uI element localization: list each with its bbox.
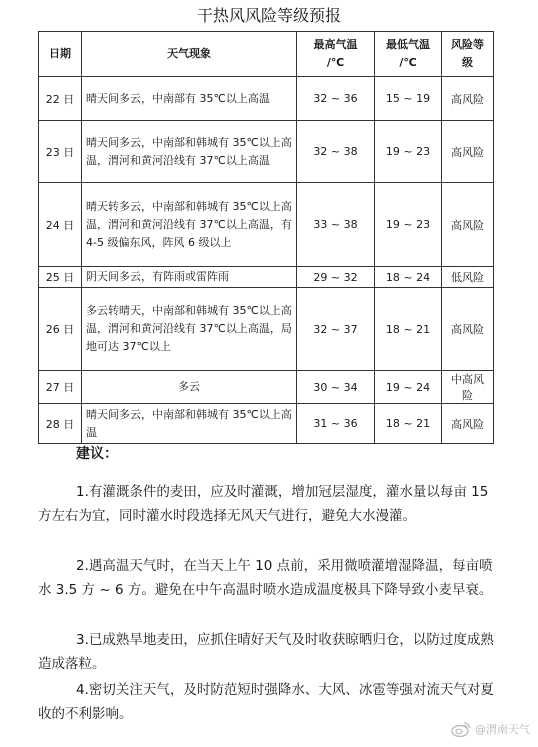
- advice-item-1: 1.有灌溉条件的麦田，应及时灌溉，增加冠层湿度，灌水量以每亩 15 方左右为宜，同时灌水时段选择无风天气进行，避免大水漫灌。: [38, 484, 489, 524]
- cell-weather: 多云: [82, 371, 297, 404]
- header-min-temp-unit: /℃: [399, 56, 417, 69]
- table-row: [39, 121, 494, 183]
- cell-min-temp: 15 ~ 19: [375, 77, 442, 121]
- cell-date: 27 日: [39, 371, 82, 404]
- header-max-temp-label: 最高气温: [313, 38, 358, 51]
- header-min-temp: [375, 32, 442, 77]
- cell-date: 28 日: [39, 404, 82, 444]
- cell-weather: 晴天间多云，中南部有 35℃以上高温: [82, 77, 297, 121]
- cell-risk: 高风险: [442, 183, 494, 267]
- cell-weather: 晴天间多云，中南部和韩城有 35℃以上高温: [82, 404, 297, 444]
- cell-weather: 阴天间多云，有阵雨或雷阵雨: [82, 267, 297, 288]
- cell-max-temp: 32 ~ 36: [297, 77, 375, 121]
- cell-max-temp: 32 ~ 37: [297, 288, 375, 371]
- cell-weather: 晴天间多云，中南部和韩城有 35℃以上高温，渭河和黄河沿线有 37℃以上高温: [82, 121, 297, 183]
- cell-min-temp: 19 ~ 24: [375, 371, 442, 404]
- table-row: [39, 77, 494, 121]
- page-title: 干热风风险等级预报: [196, 6, 341, 25]
- table-row: [39, 288, 494, 371]
- cell-weather: 晴天转多云，中南部和韩城有 35℃以上高温，渭河和黄河沿线有 37℃以上高温，有 4-5 级偏东风，阵风 6 级以上: [82, 183, 297, 267]
- table-row: [39, 267, 494, 288]
- cell-max-temp: 31 ~ 36: [297, 404, 375, 444]
- advice-item-2: 2.遇高温天气时，在当天上午 10 点前，采用微喷灌增湿降温，每亩喷水 3.5 方 ~ 6 方。避免在中午高温时喷水造成温度极具下降导致小麦早衰。: [38, 558, 493, 598]
- cell-min-temp: 19 ~ 23: [375, 183, 442, 267]
- cell-min-temp: 18 ~ 21: [375, 288, 442, 371]
- table-row: [39, 404, 494, 444]
- cell-risk: 高风险: [442, 404, 494, 444]
- cell-max-temp: 32 ~ 38: [297, 121, 375, 183]
- header-min-temp-label: 最低气温: [386, 38, 430, 51]
- watermark: [451, 721, 530, 737]
- cell-risk: 中高风险: [442, 371, 494, 404]
- header-max-temp: [297, 32, 375, 77]
- advice-item-4: 4.密切关注天气，及时防范短时强降水、大风、冰雹等强对流天气对夏收的不利影响。: [38, 682, 494, 722]
- table-row: [39, 371, 494, 404]
- header-weather: 天气现象: [82, 32, 297, 77]
- cell-min-temp: 18 ~ 21: [375, 404, 442, 444]
- advice-item-3: 3.已成熟旱地麦田，应抓住晴好天气及时收获晾晒归仓，以防过度成熟造成落粒。: [38, 632, 494, 672]
- cell-max-temp: 33 ~ 38: [297, 183, 375, 267]
- header-date: 日期: [39, 32, 82, 77]
- forecast-table: [38, 31, 494, 444]
- weibo-icon: [451, 721, 471, 737]
- cell-date: 22 日: [39, 77, 82, 121]
- cell-weather: 多云转晴天，中南部和韩城有 35℃以上高温，渭河和黄河沿线有 37℃以上高温，局地可达 37℃以上: [82, 288, 297, 371]
- cell-risk: 高风险: [442, 288, 494, 371]
- cell-date: 23 日: [39, 121, 82, 183]
- cell-max-temp: 30 ~ 34: [297, 371, 375, 404]
- cell-risk: 高风险: [442, 121, 494, 183]
- cell-risk: 低风险: [442, 267, 494, 288]
- header-risk: 风险等级: [442, 32, 494, 77]
- cell-max-temp: 29 ~ 32: [297, 267, 375, 288]
- table-header-row: [39, 32, 494, 77]
- cell-date: 26 日: [39, 288, 82, 371]
- watermark-text: @渭南天气: [475, 723, 530, 736]
- cell-min-temp: 19 ~ 23: [375, 121, 442, 183]
- header-max-temp-unit: /℃: [326, 56, 345, 69]
- cell-min-temp: 18 ~ 24: [375, 267, 442, 288]
- cell-date: 24 日: [39, 183, 82, 267]
- advice-heading: 建议：: [76, 446, 118, 462]
- cell-date: 25 日: [39, 267, 82, 288]
- cell-risk: 高风险: [442, 77, 494, 121]
- table-row: [39, 183, 494, 267]
